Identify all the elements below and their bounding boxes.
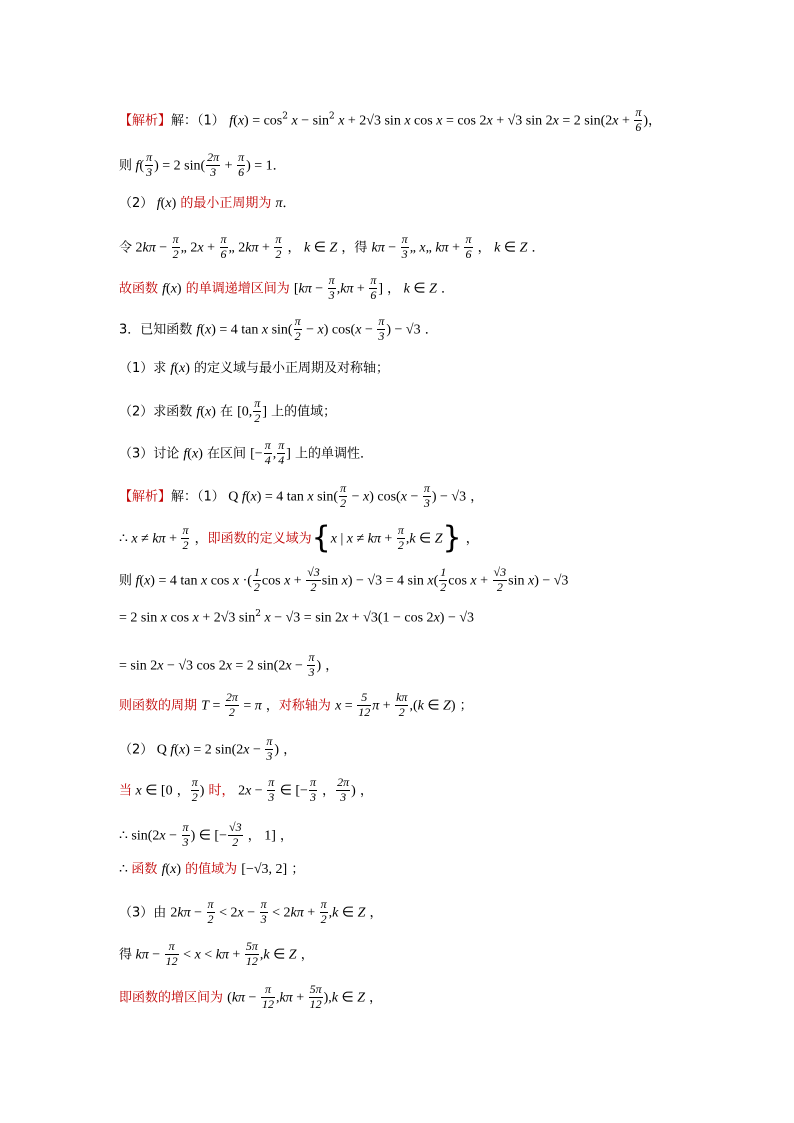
- solution-line: 【解析】解：（1） $f(x) = \cos^2 x - \sin^2 x + 2√3$ sin x cos x = cos 2x + √3 sin 2x = 2 sin(2x + $\frac{\pi}{6}$ )，: [119, 105, 662, 134]
- solution-line: 故函数 f(x) 的单调递增区间为 [kπ − $\frac{\pi}{3}$ ,kπ + $\frac{\pi}{6}$ ] ， k ∈ Z ．: [119, 273, 455, 302]
- solution-line: 当 x ∈ [0 ， $\frac{\pi}{2}$ ) 时， 2x − $\frac{\pi}{3}$ ∈ [− $\frac{\pi}{3}$ ， $\frac{2\pi}{3}$ ) ，: [119, 775, 373, 804]
- problem-statement: 3．已知函数 f(x) = 4 tan x sin( $\frac{\pi}{2}$ − x) cos(x − $\frac{\pi}{3}$ ) − √3 ．: [119, 314, 438, 343]
- solution-line: 则函数的周期 T = $\frac{2\pi}{2}$ = π ，对称轴为 x = $\frac{5}{12}$ π + $\frac{k\pi}{2}$ ,(k ∈ Z) ；: [119, 690, 473, 719]
- solution-line: （2） Q f(x) = 2 sin(2x − $\frac{\pi}{3}$ ) ，: [119, 734, 297, 763]
- solution-line: ∴ sin(2x − $\frac{\pi}{3}$ ) ∈ [− $\frac{√3}{2}$ ， 1] ，: [119, 820, 294, 849]
- solution-line: ∴ x ≠ kπ + $\frac{\pi}{2}$ ，即函数的定义域为{x | x ≠ kπ + $\frac{\pi}{2}$ ,k ∈ Z} ，: [119, 520, 479, 556]
- solution-line: 则 f( $\frac{\pi}{3}$ ) = 2 sin( $\frac{2\pi}{3}$ + $\frac{\pi}{6}$ ) = 1．: [119, 150, 286, 179]
- analysis-label: 【解析】: [119, 489, 172, 505]
- solution-line: 令 2kπ − $\frac{\pi}{2}$ „ 2x + $\frac{\pi}{6}$ „ 2kπ + $\frac{\pi}{2}$ ， k ∈ Z ，得 kπ − $\frac{\pi}{3}$ „ x„ kπ + $\frac{\pi}{6}$ ， k ∈ Z ．: [119, 232, 545, 261]
- solution-line: 则 f(x) = 4 tan x cos x ·( $\frac{1}{2}$ cos x + $\frac{√3}{2}$ sin x) − √3 = 4 sin x( $\frac{1}{2}$ cos x + $\frac{√3}{2}$ sin x) − √3: [119, 565, 569, 594]
- solution-line: 即函数的增区间为 (kπ − $\frac{\pi}{12}$ ,kπ + $\frac{5\pi}{12}$ ),k ∈ Z ，: [119, 982, 383, 1011]
- solution-line: 得 kπ − $\frac{\pi}{12}$ < x < kπ + $\frac{5\pi}{12}$ ,k ∈ Z ，: [119, 939, 314, 968]
- problem-part: （2）求函数 f(x) 在 [0, $\frac{\pi}{2}$ ] 上的值域；: [119, 396, 337, 425]
- analysis-label: 【解析】: [119, 113, 172, 129]
- problem-part: （1）求 f(x) 的定义域与最小正周期及对称轴；: [119, 361, 389, 376]
- solution-line: = 2 sin x cos x + 2√3 $\sin^2 x - √3 = \sin 2x + √3(1 - \cos 2x) - √3$: [119, 609, 475, 626]
- solution-line: （2） f(x) 的最小正周期为 π．: [119, 196, 296, 211]
- solution-line: ∴ 函数 f(x) 的值域为 [−√3, 2] ；: [119, 862, 305, 877]
- solution-line: 【解析】解：（1） Q f(x) = 4 tan x sin( $\frac{\pi}{2}$ − x) cos(x − $\frac{\pi}{3}$ ) − √3 ，: [119, 481, 484, 510]
- solution-line: = sin 2x − √3 cos 2x = 2 sin(2x − $\frac{\pi}{3}$ ) ，: [119, 650, 339, 679]
- solution-line: （3）由 2kπ − $\frac{\pi}{2}$ < 2x − $\frac{\pi}{3}$ < 2kπ + $\frac{\pi}{2}$ ,k ∈ Z ，: [119, 897, 383, 926]
- problem-part: （3）讨论 f(x) 在区间 [− $\frac{\pi}{4}$ , $\frac{\pi}{4}$ ] 上的单调性．: [119, 438, 374, 467]
